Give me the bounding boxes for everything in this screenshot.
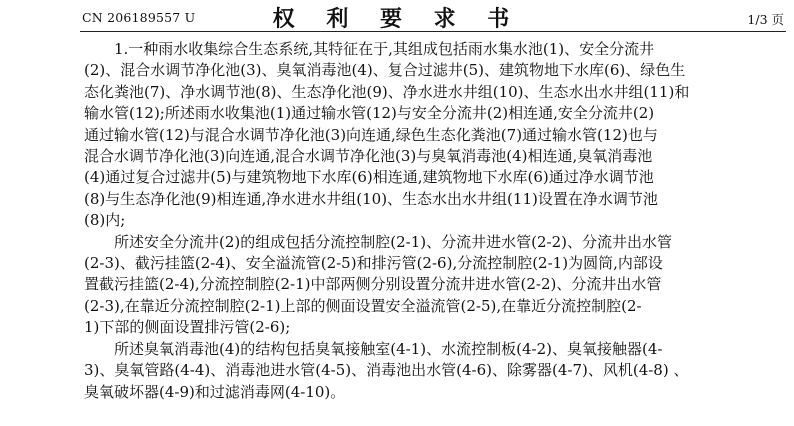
- text-line: 输水管(12);所述雨水收集池(1)通过输水管(12)与安全分流井(2)相连通,安全分流井(2): [84, 104, 655, 123]
- page-indicator: 1/3 页: [747, 12, 784, 27]
- claims-body: [84, 39, 690, 403]
- claim-paragraph-2: [84, 232, 684, 339]
- publication-number: CN 206189557 U: [82, 10, 196, 25]
- text-line: 1)下部的侧面设置排污管(2-6);: [84, 318, 291, 337]
- text-line: (2-3),在靠近分流控制腔(2-1)上部的侧面设置安全溢流管(2-5),在靠近分流控制腔(2-: [84, 296, 642, 315]
- text-line: (8)内;: [84, 211, 126, 230]
- page-header: [0, 0, 794, 34]
- text-line: 臭氧破坏器(4-9)和过滤消毒网(4-10)。: [84, 382, 346, 401]
- text-line: 态化粪池(7)、净水调节池(8)、生态净化池(9)、净水进水井组(10)、生态水出水井组(11)和: [84, 82, 690, 101]
- text-line: 置截污挂篮(2-4),分流控制腔(2-1)中部两侧分别设置分流井进水管(2-2)、分流井出水管: [84, 275, 662, 294]
- header-divider: [80, 31, 786, 32]
- text-line: 3)、臭氧管路(4-4)、消毒池进水管(4-5)、消毒池出水管(4-6)、除雾器(4-7)、风机(4-8) 、: [84, 361, 689, 380]
- text-line: (2-3)、截污挂篮(2-4)、安全溢流管(2-5)和排污管(2-6),分流控制腔(2-1)为圆筒,内部设: [84, 254, 663, 273]
- text-line: 所述安全分流井(2)的组成包括分流控制腔(2-1)、分流井进水管(2-2)、分流井出水管: [114, 232, 672, 251]
- claim-paragraph-1: [84, 39, 690, 232]
- text-line: (2)、混合水调节净化池(3)、臭氧消毒池(4)、复合过滤井(5)、建筑物地下水库(6)、绿色生: [84, 61, 686, 80]
- text-line: 所述臭氧消毒池(4)的结构包括臭氧接触室(4-1)、水流控制板(4-2)、臭氧接触器(4-: [114, 339, 663, 358]
- text-line: 通过输水管(12)与混合水调节净化池(3)向连通,绿色生态化粪池(7)通过输水管(12)也与: [84, 125, 658, 144]
- text-line: 1.一种雨水收集综合生态系统,其特征在于,其组成包括雨水集水池(1)、安全分流井: [114, 40, 655, 58]
- document-title: 权 利 要 求 书: [272, 6, 522, 32]
- text-line: (4)通过复合过滤井(5)与建筑物地下水库(6)相连通,建筑物地下水库(6)通过净水调节池: [84, 168, 654, 187]
- claim-paragraph-3: [84, 339, 689, 403]
- text-line: 混合水调节净化池(3)向连通,混合水调节净化池(3)与臭氧消毒池(4)相连通,臭氧消毒池: [84, 147, 653, 166]
- text-line: (8)与生态净化池(9)相连通,净水进水井组(10)、生态水出水井组(11)设置在净水调节池: [84, 189, 658, 208]
